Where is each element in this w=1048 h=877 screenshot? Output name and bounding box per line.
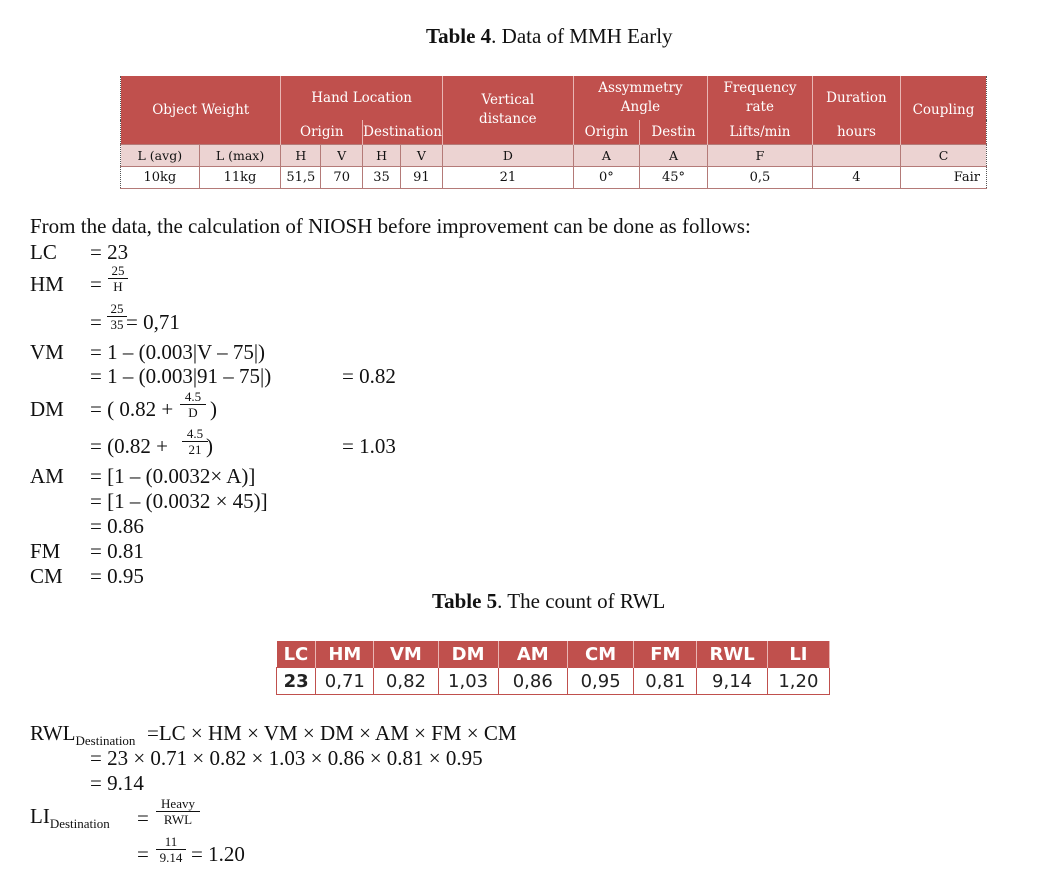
hm2-equals: =: [90, 310, 102, 334]
fm-value: = 0.81: [90, 539, 144, 563]
table4-cell: A: [639, 144, 707, 166]
table5-caption-number: Table 5: [432, 589, 498, 613]
table4-cell: 70: [321, 166, 363, 188]
hm-numerator: 25: [111, 263, 125, 278]
frequency-header: [708, 76, 813, 120]
lc-value: = 23: [90, 240, 129, 264]
dm-line2-fraction: [182, 427, 208, 456]
vm-line1: = 1 – (0.003|V – 75|): [90, 340, 266, 364]
table4-cell: V: [321, 144, 363, 166]
table5-value-cell: 9,14: [697, 668, 767, 695]
lc-label: LC: [30, 240, 57, 264]
rwl-line2: = 23 × 0.71 × 0.82 × 1.03 × 0.86 × 0.81 × 0.95: [90, 746, 483, 770]
vertical-distance-header: [442, 76, 573, 144]
table4-cell: 4: [812, 166, 900, 188]
hm2-numerator: 25: [110, 301, 124, 316]
hm2-fraction: [107, 302, 127, 331]
vm-result: = 0.82: [342, 364, 396, 388]
table4-caption: [426, 24, 673, 49]
rwl-line1: =LC × HM × VM × DM × AM × FM × CM: [147, 721, 517, 745]
table5-header-cell: HM: [316, 641, 374, 668]
dm-line1-end: ): [210, 397, 217, 421]
rwl-label: [30, 721, 135, 749]
duration-unit-header: hours: [812, 120, 900, 144]
table5-value-cell: 0,71: [316, 668, 374, 695]
asymmetry-line2: Angle: [620, 99, 661, 115]
table4-cell: H: [363, 144, 401, 166]
li-equals-1: =: [137, 806, 149, 830]
hand-location-header: Hand Location: [281, 76, 442, 120]
frequency-line1: Frequency: [723, 80, 797, 96]
am-line3: = 0.86: [90, 514, 144, 538]
li-numerator-1: Heavy: [161, 796, 195, 811]
am-line1: = [1 – (0.0032× A)]: [90, 464, 256, 488]
table5-value-cell: 0,95: [567, 668, 633, 695]
hm-label: HM: [30, 272, 64, 296]
intro-paragraph: From the data, the calculation of NIOSH before improvement can be done as follows:: [30, 214, 751, 238]
table5-header-cell: DM: [438, 641, 498, 668]
table4-header-row-1: [121, 76, 987, 120]
li-label: [30, 804, 110, 832]
li-denominator-1: RWL: [163, 812, 193, 827]
vertical-distance-line2: distance: [479, 110, 537, 127]
table5-value-cell: 0,82: [374, 668, 438, 695]
table5-caption: [432, 589, 665, 614]
rwl-label-sub: Destination: [75, 733, 136, 749]
dm-line1-denominator: D: [188, 405, 198, 420]
duration-header: Duration: [812, 76, 900, 120]
table4-cell: L (avg): [121, 144, 200, 166]
table5-header-cell: RWL: [697, 641, 767, 668]
dm-label: DM: [30, 397, 64, 421]
table5-header-cell: LC: [277, 641, 316, 668]
table4-cell: 21: [442, 166, 573, 188]
hm-denominator: H: [113, 279, 123, 294]
table5-value-cell: 1,03: [438, 668, 498, 695]
dm-line2-numerator: 4.5: [186, 426, 204, 441]
table5-header-cell: AM: [498, 641, 567, 668]
li-fraction-2: [156, 835, 186, 864]
table4-cell: V: [400, 144, 442, 166]
table5-value-cell: 1,20: [767, 668, 829, 695]
asymmetry-line1: Assymmetry: [598, 80, 683, 96]
li-numerator-2: 11: [164, 834, 178, 849]
am-line2: = [1 – (0.0032 × 45)]: [90, 489, 268, 513]
dm-result: = 1.03: [342, 434, 396, 458]
table5-caption-text: . The count of RWL: [497, 589, 666, 613]
dm-line1-fraction: [180, 390, 206, 419]
table4-cell: C: [900, 144, 986, 166]
table4-cell: L (max): [199, 144, 281, 166]
table4-cell: Fair: [900, 166, 986, 188]
table5-header-cell: LI: [767, 641, 829, 668]
table4-symbol-row: [121, 144, 987, 166]
asymmetry-header: [573, 76, 707, 120]
frequency-unit-header: Lifts/min: [708, 120, 813, 144]
asym-origin-header: Origin: [573, 120, 639, 144]
table5-header-row: [277, 641, 830, 668]
cm-value: = 0.95: [90, 564, 144, 588]
cm-label: CM: [30, 564, 63, 588]
li-result: = 1.20: [191, 842, 245, 866]
table5-value-cell: 23: [277, 668, 316, 695]
table4-cell: F: [708, 144, 813, 166]
dm-line2-end: ): [206, 434, 213, 458]
table5-value-cell: 0,86: [498, 668, 567, 695]
dm-line2-denominator: 21: [188, 442, 202, 457]
li-fraction-1: [156, 797, 200, 826]
table4-cell: D: [442, 144, 573, 166]
frequency-line2: rate: [746, 99, 774, 115]
table4-cell: 10kg: [121, 166, 200, 188]
table5-header-cell: VM: [374, 641, 438, 668]
table4-cell: 35: [363, 166, 401, 188]
li-equals-2: =: [137, 842, 149, 866]
table4-cell: 91: [400, 166, 442, 188]
vertical-distance-line1: Vertical: [481, 91, 535, 108]
li-label-main: LI: [30, 804, 50, 828]
hm-fraction: [108, 264, 128, 293]
table4-caption-text: . Data of MMH Early: [491, 24, 673, 48]
destination-header: Destination: [363, 120, 443, 144]
vm-line2: = 1 – (0.003|91 – 75|): [90, 364, 272, 388]
table4-caption-number: Table 4: [426, 24, 492, 48]
fm-label: FM: [30, 539, 61, 563]
table5-header-cell: CM: [567, 641, 633, 668]
li-denominator-2: 9.14: [159, 850, 183, 865]
asym-destin-header: Destin: [639, 120, 707, 144]
table4-cell: 0°: [573, 166, 639, 188]
table4-cell: 11kg: [199, 166, 281, 188]
table4-cell: H: [281, 144, 321, 166]
table4-cell: A: [573, 144, 639, 166]
table4-cell: 51,5: [281, 166, 321, 188]
table4-cell: [812, 144, 900, 166]
rwl-line3: = 9.14: [90, 771, 144, 795]
rwl-label-main: RWL: [30, 721, 76, 745]
table5: [276, 641, 830, 695]
li-label-sub: Destination: [49, 816, 110, 832]
table5-header-cell: FM: [634, 641, 697, 668]
coupling-header: Coupling: [900, 76, 986, 144]
hm2-result: = 0,71: [126, 310, 180, 334]
table5-value-row: [277, 668, 830, 695]
dm-line1-numerator: 4.5: [184, 389, 202, 404]
table4-cell: 45°: [639, 166, 707, 188]
table5-value-cell: 0,81: [634, 668, 697, 695]
dm-line2-start: = (0.82 +: [90, 434, 168, 458]
origin-header: Origin: [281, 120, 363, 144]
object-weight-header: Object Weight: [121, 76, 281, 144]
table4-value-row: [121, 166, 987, 188]
dm-line1-start: = ( 0.82 +: [90, 397, 174, 421]
hm2-denominator: 35: [110, 317, 124, 332]
hm-equals: =: [90, 272, 102, 296]
vm-label: VM: [30, 340, 64, 364]
am-label: AM: [30, 464, 64, 488]
table4: [120, 76, 987, 189]
table4-cell: 0,5: [708, 166, 813, 188]
